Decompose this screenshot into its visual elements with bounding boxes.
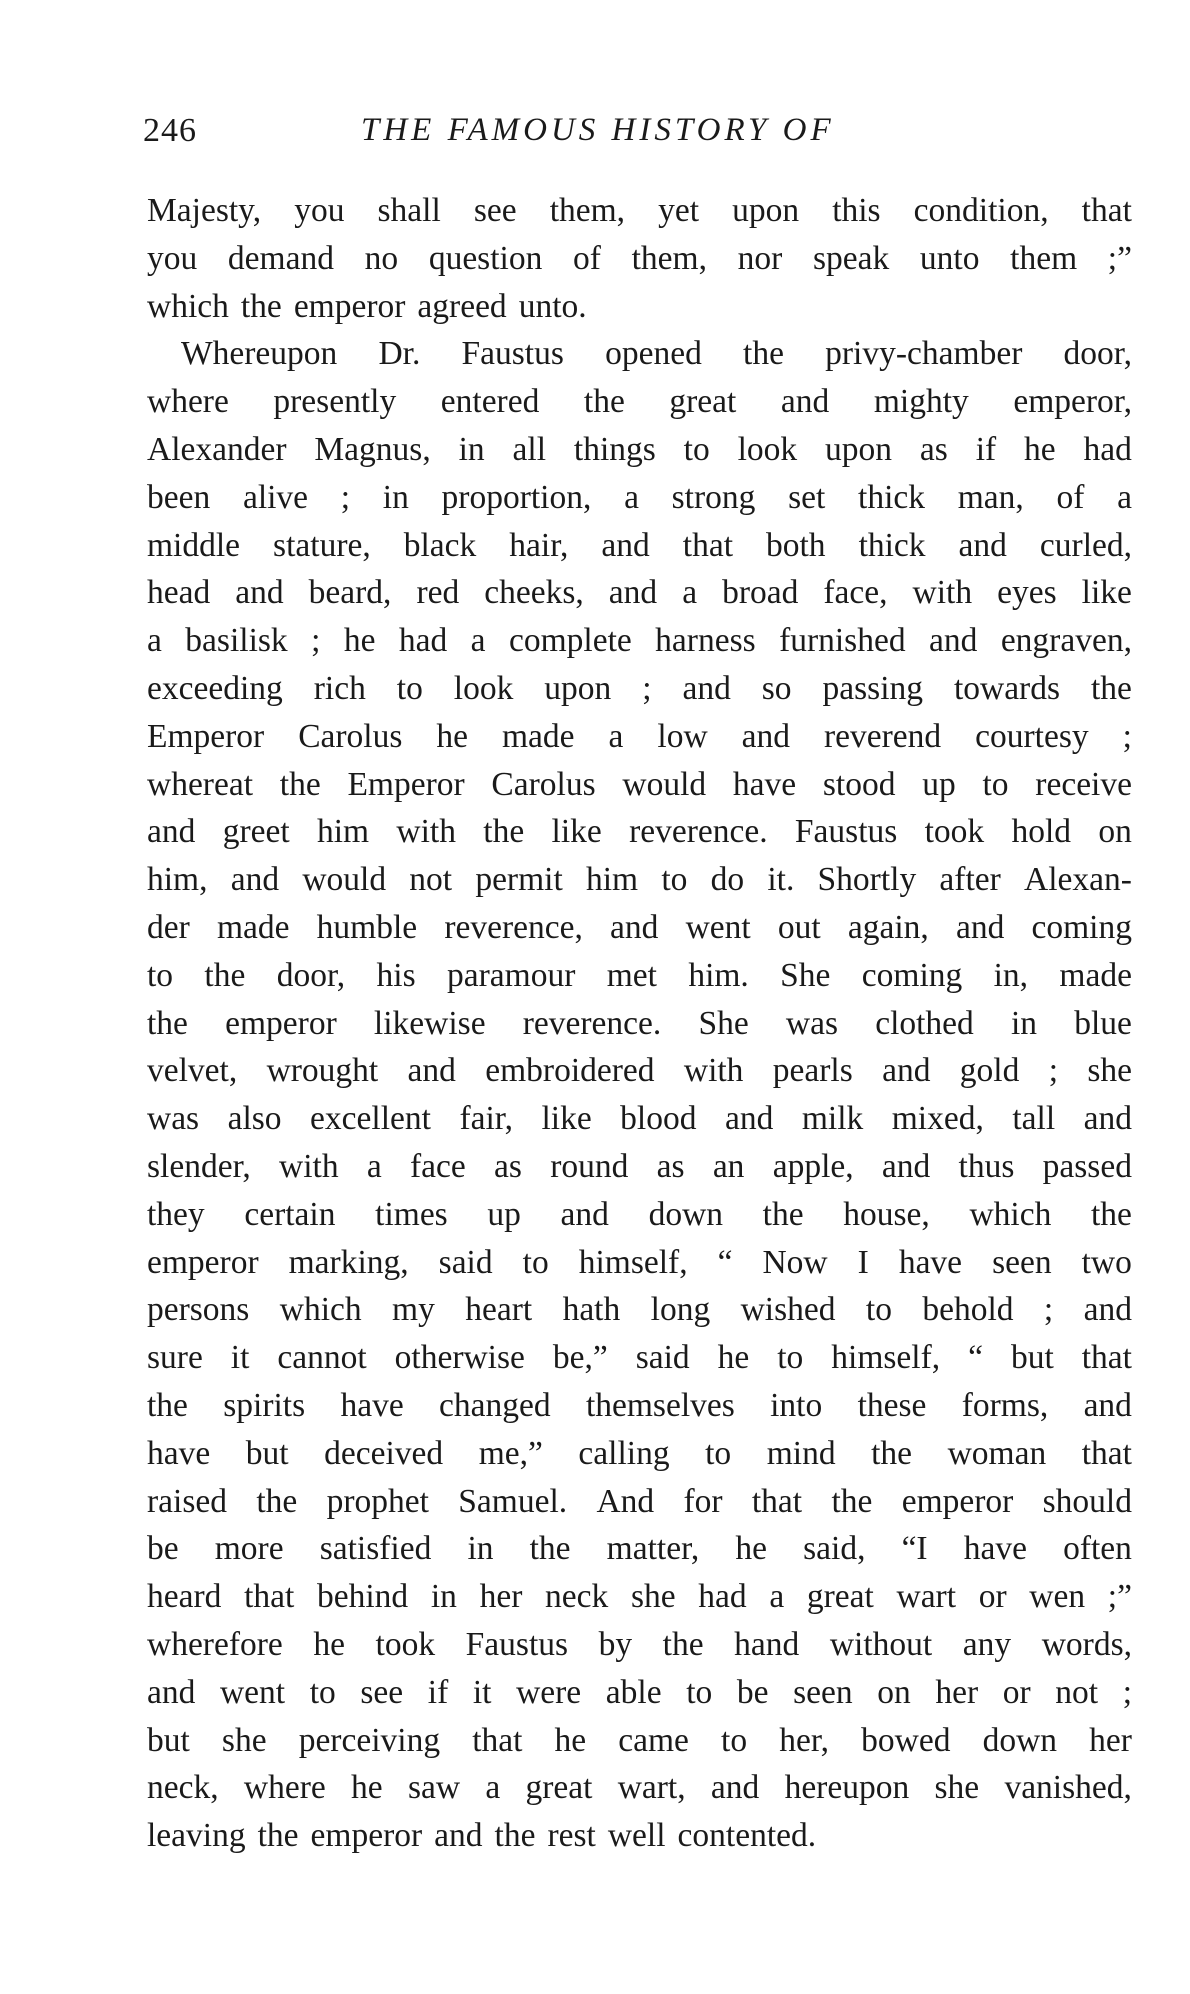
text-line: slender, with a face as round as an apple, and thus passed — [147, 1147, 1132, 1185]
text-line: you demand no question of them, nor speak unto them ;” — [147, 239, 1132, 277]
text-line: neck, where he saw a great wart, and hereupon she vanished, — [147, 1769, 1132, 1807]
text-line: which the emperor agreed unto. — [147, 287, 587, 325]
text-line: been alive ; in proportion, a strong set thick man, of a — [147, 478, 1132, 516]
page-number: 246 — [143, 112, 197, 149]
text-line: him, and would not permit him to do it. Shortly after Alexan- — [147, 861, 1132, 899]
text-line: sure it cannot otherwise be,” said he to himself, “ but that — [147, 1339, 1132, 1377]
text-line: and greet him with the like reverence. Faustus took hold on — [147, 813, 1132, 851]
text-line: Emperor Carolus he made a low and reverend courtesy ; — [147, 717, 1132, 755]
text-line: velvet, wrought and embroidered with pearls and gold ; she — [147, 1052, 1132, 1090]
text-line: but she perceiving that he came to her, bowed down her — [147, 1721, 1132, 1759]
text-line: the emperor likewise reverence. She was clothed in blue — [147, 1004, 1132, 1042]
text-line: raised the prophet Samuel. And for that the emperor should — [147, 1482, 1132, 1520]
text-line: wherefore he took Faustus by the hand without any words, — [147, 1625, 1132, 1663]
text-line: they certain times up and down the house, which the — [147, 1195, 1132, 1233]
page-header — [143, 112, 1110, 152]
text-line: where presently entered the great and mighty emperor, — [147, 383, 1132, 421]
text-line: der made humble reverence, and went out again, and coming — [147, 908, 1132, 946]
running-head: THE FAMOUS HISTORY OF — [361, 112, 835, 148]
text-line: Majesty, you shall see them, yet upon this condition, that — [147, 192, 1132, 229]
text-line: exceeding rich to look upon ; and so passing towards the — [147, 669, 1132, 707]
text-line: Alexander Magnus, in all things to look upon as if he had — [147, 430, 1132, 468]
text-line: heard that behind in her neck she had a great wart or wen ;” — [147, 1578, 1132, 1616]
text-line: to the door, his paramour met him. She coming in, made — [147, 956, 1132, 994]
text-line: be more satisfied in the matter, he said, “I have often — [147, 1530, 1132, 1568]
body-text — [147, 187, 1132, 1860]
text-line: Whereupon Dr. Faustus opened the privy-chamber door, — [181, 335, 1132, 373]
text-line: emperor marking, said to himself, “ Now I have seen two — [147, 1243, 1132, 1281]
text-line: leaving the emperor and the rest well contented. — [147, 1817, 817, 1855]
text-line: middle stature, black hair, and that both thick and curled, — [147, 526, 1132, 564]
text-line: persons which my heart hath long wished to behold ; and — [147, 1291, 1132, 1329]
text-line: a basilisk ; he had a complete harness furnished and engraven, — [147, 622, 1132, 660]
text-line: have but deceived me,” calling to mind the woman that — [147, 1434, 1132, 1472]
text-line: and went to see if it were able to be seen on her or not ; — [147, 1673, 1132, 1711]
text-line: head and beard, red cheeks, and a broad face, with eyes like — [147, 574, 1132, 612]
text-line: was also excellent fair, like blood and milk mixed, tall and — [147, 1100, 1132, 1138]
text-line: the spirits have changed themselves into these forms, and — [147, 1386, 1132, 1424]
text-line: whereat the Emperor Carolus would have stood up to receive — [147, 765, 1132, 803]
